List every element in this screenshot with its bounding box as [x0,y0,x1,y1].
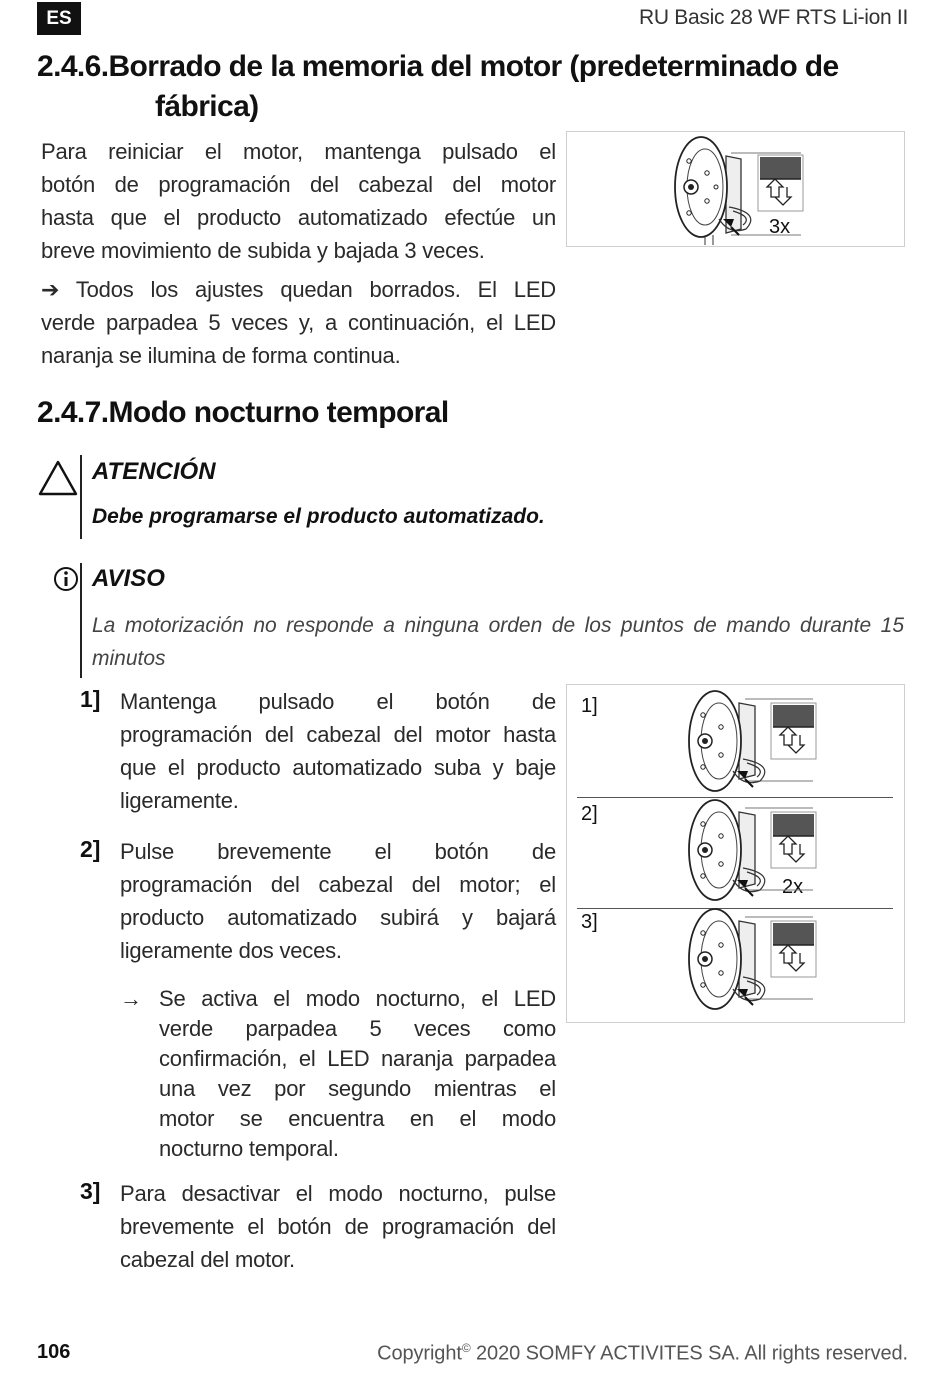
motor-head-panels-icon [567,685,904,1022]
step-line: Pulse brevemente el botón de [120,839,556,864]
panel-label: 2] [581,803,598,825]
step-line: cabezal del motor. [120,1247,295,1272]
step-line: Mantenga pulsado el botón de [120,689,556,714]
result-arrow-icon: ➔ [41,277,60,302]
step-line: que el producto automatizado suba y baje [120,755,556,780]
result-line: naranja se ilumina de forma continua. [41,343,401,368]
motor-head-with-blind-icon [567,132,904,246]
section-247-title: Modo nocturno temporal [108,396,449,429]
result-line: verde parpadea 5 veces y, a continuación, el LED [41,310,556,335]
language-badge: ES [37,2,81,35]
step-number: 1] [80,686,101,712]
step-2-result-arrow-icon: → [120,986,142,1011]
step-line: Para desactivar el modo nocturno, pulse [120,1181,556,1206]
step-line: ligeramente dos veces. [120,938,342,963]
notice-text-line: La motorización no responde a ninguna orden de los puntos de mando durante 15 [92,614,904,637]
repeat-count-label: 2x [782,876,804,898]
result-line: Se activa el modo nocturno, el LED [159,986,556,1011]
step-line: brevemente el botón de programación del [120,1214,556,1239]
result-line: confirmación, el LED naranja parpadea [159,1046,556,1071]
product-name: RU Basic 28 WF RTS Li-ion II [639,6,908,29]
result-text: Todos los ajustes quedan borrados. El LED [75,277,556,302]
warning-title: ATENCIÓN [92,458,216,485]
step-line: ligeramente. [120,788,239,813]
notice-text [92,609,904,675]
warning-text: Debe programarse el producto automatizado. [92,505,545,528]
section-247-heading [37,396,449,430]
copyright-rest: 2020 SOMFY ACTIVITES SA. All rights reserved. [470,1342,908,1365]
step-number: 2] [80,836,101,862]
warning-triangle-icon [38,460,78,496]
step-1-text [120,685,556,817]
step-3-text [120,1177,556,1276]
panel-label: 3] [581,911,598,933]
notice-bar [80,563,82,678]
step-line: programación del cabezal del motor hasta [120,722,556,747]
night-mode-figure [566,684,905,1023]
result-line: nocturno temporal. [159,1136,339,1161]
copyright-mark: © [461,1341,471,1355]
copyright-notice [377,1341,908,1366]
result-line [41,273,556,306]
step-number: 3] [80,1178,101,1204]
motor-reset-figure [566,131,905,247]
section-246-paragraph [41,135,556,267]
section-247-number: 2.4.7. [37,396,109,429]
copyright-prefix: Copyright [377,1342,462,1365]
paragraph-line: Para reiniciar el motor, mantenga pulsado el [41,139,556,164]
info-circle-icon [53,566,79,592]
step-line: producto automatizado subirá y bajará [120,905,556,930]
page-number: 106 [37,1341,71,1363]
paragraph-line: hasta que el producto automatizado efectúe un [41,205,556,230]
paragraph-line: botón de programación del cabezal del motor [41,172,556,197]
result-line: verde parpadea 5 veces como [159,1016,556,1041]
notice-title: AVISO [92,565,165,592]
result-line: una vez por segundo mientras el [159,1076,556,1101]
repeat-count-label: 3x [769,216,791,238]
step-2-result [159,984,556,1164]
section-246-heading [37,50,839,84]
section-246-number: 2.4.6. [37,50,109,83]
result-line: motor se encuentra en el modo [159,1106,556,1131]
step-2-text [120,835,556,967]
warning-bar [80,455,82,539]
paragraph-line: breve movimiento de subida y bajada 3 veces. [41,238,485,263]
section-246-title-line2: fábrica) [155,90,259,123]
section-246-title-line1: Borrado de la memoria del motor (predeterminado de [108,50,839,83]
notice-text-line: minutos [92,647,166,670]
section-246-result [41,273,556,372]
step-line: programación del cabezal del motor; el [120,872,556,897]
panel-label: 1] [581,695,598,717]
